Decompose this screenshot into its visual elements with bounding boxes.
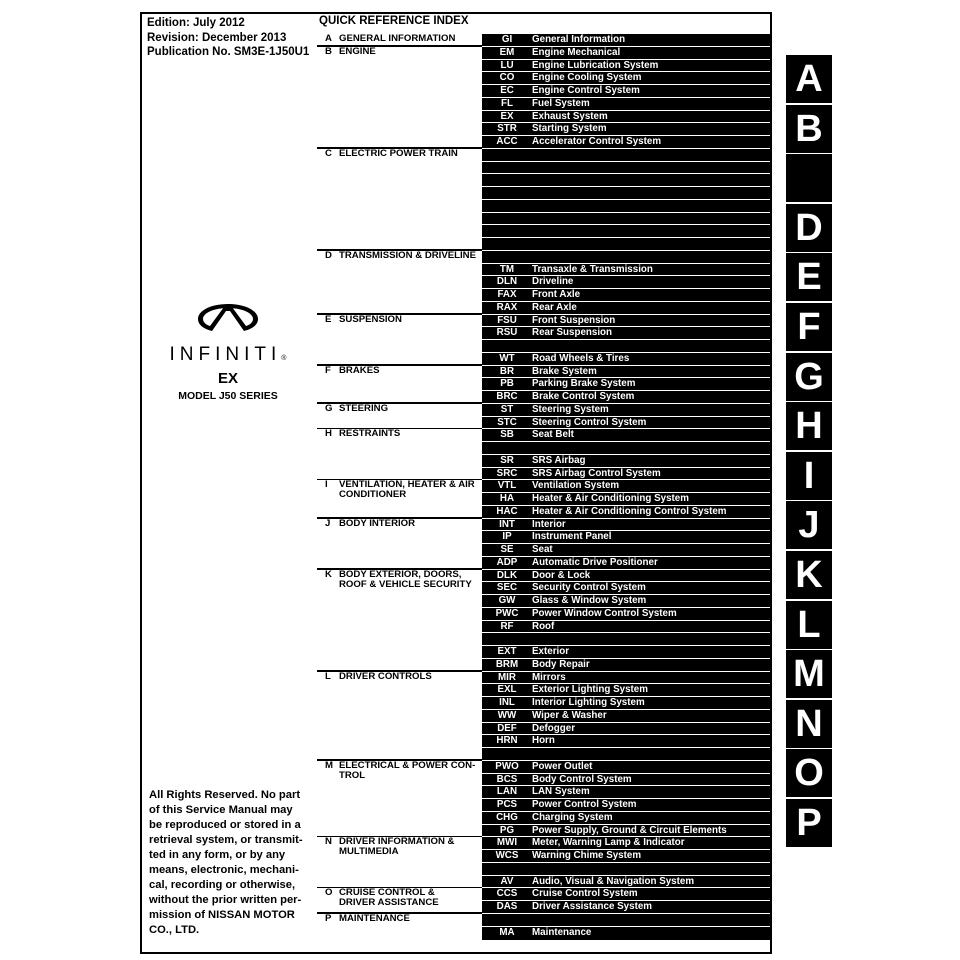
section-heading[interactable] [325,914,410,924]
index-title-text: Body Control System [532,773,632,785]
index-title-text: Engine Control System [532,85,640,96]
index-row [482,161,770,174]
index-title-text: SRS Airbag Control System [532,467,661,479]
index-row[interactable] [482,849,770,862]
index-row[interactable] [482,377,770,390]
section-letter: F [325,364,331,376]
section-name: BRAKES [339,364,380,376]
index-row [482,173,770,186]
index-title-text: Security Control System [532,582,646,594]
index-title-text: Brake System [532,365,597,377]
index-title-text: Brake Control System [532,391,635,402]
rights-line: CO., LTD. [149,924,200,936]
index-row [482,747,770,760]
index-row[interactable] [482,556,770,569]
index-code: EM [499,46,515,58]
index-title-text: Power Control System [532,799,637,810]
index-row[interactable] [482,530,770,543]
index-title-text: Heater & Air Conditioning Control System [532,505,727,517]
section-letter: D [325,249,332,261]
index-title-text: Seat Belt [532,429,574,441]
rights-line: mission of NISSAN MOTOR [149,909,295,921]
index-title-text: Front Axle [532,289,581,300]
index-row[interactable] [482,926,770,939]
index-code: RAX [496,301,518,313]
index-code: WCS [495,850,519,861]
index-row[interactable] [482,518,770,531]
rights-line: of this Service Manual may [149,804,293,816]
index-code: HA [499,493,515,504]
index-code: SR [500,454,514,466]
index-row[interactable] [482,887,770,900]
section-name: TRANSMISSION & DRIVELINE [339,249,476,261]
rights-notice [149,788,309,938]
index-code: FL [501,97,513,109]
section-heading[interactable] [325,34,455,44]
publication-number: Publication No. SM3E-1J50U1 [147,46,310,58]
index-code: CCS [496,888,518,900]
section-letter: C [325,147,332,159]
section-name: CRUISE CONTROL & DRIVER ASSISTANCE [339,887,439,909]
index-title-text: Engine Lubrication System [532,59,659,71]
index-row[interactable] [482,760,770,773]
index-code: LU [500,59,514,71]
index-row[interactable] [482,110,770,123]
brand-name [142,344,314,366]
index-code: HAC [496,505,518,517]
section-tab-j[interactable]: J [786,501,832,549]
section-name: STEERING [339,402,389,414]
section-name: ELECTRICAL & POWER CON- TROL [339,759,476,781]
index-row[interactable] [482,46,770,59]
index-code: BRM [495,658,519,670]
index-row[interactable] [482,543,770,556]
index-row[interactable] [482,326,770,339]
index-code: BRC [496,391,518,402]
section-tab-h[interactable]: H [786,402,832,450]
index-row[interactable] [482,135,770,148]
index-title-text: Steering System [532,403,609,415]
index-row[interactable] [482,84,770,97]
section-heading[interactable] [325,761,475,781]
index-code: RF [500,620,514,632]
index-title-text: Meter, Warning Lamp & Indicator [532,837,685,849]
index-row[interactable] [482,71,770,84]
index-title-text: Steering Control System [532,416,647,428]
rights-line: retrieval system, or transmit- [149,834,303,846]
index-code: STC [497,416,517,428]
section-letter: J [325,517,331,529]
index-row[interactable] [482,709,770,722]
index-row [482,237,770,250]
section-name: DRIVER CONTROLS [339,670,432,682]
index-code: IP [502,531,512,543]
index-code: DAS [496,901,518,912]
index-title-text: Power Outlet [532,760,593,772]
index-title-text: Interior [532,518,566,530]
index-title-text: Engine Cooling System [532,72,642,84]
index-code: VTL [497,480,517,492]
index-row [482,186,770,199]
index-row[interactable] [482,696,770,709]
index-row [482,862,770,875]
quick-reference-index [317,33,770,940]
index-code: DEF [497,722,517,734]
index-code: WT [499,352,515,364]
index-title-text: Parking Brake System [532,378,636,390]
index-title-text: Automatic Drive Positioner [532,556,658,568]
index-title-text: Transaxle & Transmission [532,263,653,275]
index-title-text: Seat [532,544,553,555]
index-code: SB [500,429,514,441]
index-row[interactable] [482,59,770,72]
index-code: GI [501,34,513,45]
index-row[interactable] [482,722,770,735]
index-title-text: Glass & Window System [532,595,647,606]
index-title-text: Cruise Control System [532,888,638,900]
index-code: HRN [496,735,518,747]
section-heading[interactable] [325,251,476,261]
rights-line: without the prior written per- [149,894,302,906]
section-name: BODY INTERIOR [339,517,416,529]
index-code: RSU [496,327,518,339]
index-title-text: Instrument Panel [532,531,612,543]
index-row[interactable] [482,365,770,378]
index-row[interactable] [482,467,770,480]
index-row[interactable] [482,594,770,607]
index-code: EX [500,110,514,122]
section-letter: N [325,836,332,848]
index-row [482,212,770,225]
index-code: BR [499,365,515,377]
section-letter: P [325,912,332,924]
section-name: RESTRAINTS [339,428,401,440]
index-title-text: Ventilation System [532,480,620,492]
index-title-text: SRS Airbag [532,454,586,466]
index-title-text: Defogger [532,722,576,734]
index-title-text: Front Suspension [532,314,616,326]
index-row[interactable] [482,658,770,671]
rights-line: means, electronic, mechani- [149,864,299,876]
section-name: ENGINE [339,45,376,57]
section-name: VENTILATION, HEATER & AIR CONDITIONER [339,479,475,501]
index-row[interactable] [482,607,770,620]
index-row[interactable] [482,97,770,110]
index-title-text: Exhaust System [532,110,608,122]
index-title-text: Roof [532,620,555,632]
index-code: BCS [496,773,518,785]
index-code: PWO [495,760,519,772]
index-title-text: LAN System [532,786,590,798]
index-row[interactable] [482,275,770,288]
model-name: EX [217,370,238,387]
index-title-text: Power Supply, Ground & Circuit Elements [532,824,727,836]
index-title-text: Door & Lock [532,569,591,581]
index-row[interactable] [482,824,770,837]
section-tab-f[interactable]: F [786,303,832,351]
index-row[interactable] [482,314,770,327]
index-row[interactable] [482,403,770,416]
index-row [482,339,770,352]
index-title: QUICK REFERENCE INDEX [319,15,469,27]
section-heading[interactable] [325,315,402,325]
edition-text: Edition: July 2012 [147,17,245,29]
section-heading[interactable] [325,404,388,414]
section-heading[interactable] [325,837,454,857]
index-row[interactable] [482,734,770,747]
section-tab-blank[interactable] [786,154,832,202]
index-row [482,250,770,263]
index-code: SE [500,544,514,555]
index-row[interactable] [482,569,770,582]
rights-line: All Rights Reserved. No part [149,789,301,801]
index-row[interactable] [482,288,770,301]
index-row [482,224,770,237]
index-code: SEC [496,582,518,594]
index-row[interactable] [482,352,770,365]
section-tab-k[interactable]: K [786,551,832,599]
index-row [482,199,770,212]
infiniti-logo-icon [196,300,260,334]
index-code: PB [500,378,514,390]
section-name: SUSPENSION [339,313,402,325]
index-code: ADP [496,556,518,568]
section-letter: L [325,670,331,682]
section-heading[interactable] [325,47,376,57]
index-title-text: Engine Mechanical [532,46,621,58]
index-code: STR [497,123,517,135]
rights-line: cal, recording or otherwise, [149,879,296,891]
index-code: INT [499,518,515,530]
section-tab-e[interactable]: E [786,253,832,301]
index-code: MWI [496,837,518,849]
index-code: MA [499,926,515,938]
index-title-text: General Information [532,34,626,45]
index-code: EXT [497,646,517,657]
section-letter: O [325,887,333,899]
index-row[interactable] [482,671,770,684]
section-name: ELECTRIC POWER TRAIN [339,147,458,159]
section-letter: E [325,313,332,325]
index-row[interactable] [482,620,770,633]
index-row[interactable] [482,492,770,505]
section-heading[interactable] [325,429,400,439]
index-code: PG [499,824,515,836]
index-row[interactable] [482,798,770,811]
section-letter: G [325,402,333,414]
index-title-text: Exterior Lighting System [532,684,648,696]
section-heading[interactable] [325,570,472,590]
index-title-text: Audio, Visual & Navigation System [532,875,695,887]
publication-info [147,16,322,60]
section-heading[interactable] [325,149,458,159]
index-row[interactable] [482,683,770,696]
index-code: EXL [497,684,517,696]
index-code: ST [500,403,514,415]
index-code: CO [499,72,515,84]
index-title-text: Horn [532,735,555,747]
index-row[interactable] [482,645,770,658]
index-code: ACC [496,136,518,147]
section-name: GENERAL INFORMATION [339,33,456,44]
section-tab-n[interactable]: N [786,700,832,748]
index-title-text: Rear Suspension [532,327,613,339]
index-code: FSU [497,314,517,326]
section-tab-i[interactable]: I [786,452,832,500]
index-title-text: Exterior [532,646,570,657]
index-code: EC [500,85,514,96]
index-title-text: Interior Lighting System [532,697,645,708]
index-code: GW [498,595,516,606]
index-row [482,913,770,926]
index-row[interactable] [482,773,770,786]
section-heading[interactable] [325,519,415,529]
index-code: PWC [495,607,519,619]
index-title-text: Power Window Control System [532,607,677,619]
index-row [482,441,770,454]
index-title-text: Accelerator Control System [532,136,662,147]
rights-line: be reproduced or stored in a [149,819,301,831]
index-title-text: Warning Chime System [532,850,642,861]
index-row[interactable] [482,505,770,518]
index-code: TM [499,263,515,275]
index-code: DLN [496,276,518,288]
index-row[interactable] [482,836,770,849]
index-row[interactable] [482,900,770,913]
index-row[interactable] [482,416,770,429]
section-letter: K [325,568,332,580]
index-title-text: Heater & Air Conditioning System [532,493,689,504]
section-tab-p[interactable]: P [786,799,832,847]
index-title-text: Road Wheels & Tires [532,352,630,364]
section-letter: A [325,33,332,44]
section-letter: B [325,45,332,57]
section-heading[interactable] [325,480,475,500]
index-row[interactable] [482,479,770,492]
index-row[interactable] [482,581,770,594]
section-tab-a[interactable]: A [786,55,832,103]
section-letter: H [325,428,332,440]
index-title-text: Wiper & Washer [532,709,607,721]
index-code: SRC [496,467,518,479]
section-heading[interactable] [325,888,439,908]
index-code: INL [499,697,515,708]
section-tab-m[interactable]: M [786,650,832,698]
rights-line: ted in any form, or by any [149,849,286,861]
section-name: DRIVER INFORMATION & MULTIMEDIA [339,836,455,858]
section-tab-o[interactable]: O [786,749,832,797]
section-name: BODY EXTERIOR, DOORS, ROOF & VEHICLE SECURITY [339,568,472,590]
index-row[interactable] [482,263,770,276]
index-title-text: Driveline [532,276,574,288]
section-name: MAINTENANCE [339,912,410,924]
brand-block [142,300,314,402]
section-heading[interactable] [325,366,380,376]
index-row[interactable] [482,785,770,798]
brand-name-text: INFINITI [169,344,282,365]
index-code: WW [497,709,517,721]
index-row[interactable] [482,301,770,314]
index-row[interactable] [482,33,770,46]
section-tab-d[interactable]: D [786,204,832,252]
index-title-text: Maintenance [532,926,592,938]
index-title-text: Starting System [532,123,607,135]
index-title-text: Body Repair [532,658,590,670]
index-title-text: Fuel System [532,97,590,109]
section-tab-l[interactable]: L [786,601,832,649]
index-row[interactable] [482,390,770,403]
revision-text: Revision: December 2013 [147,31,287,44]
index-code: AV [500,875,514,887]
index-row[interactable] [482,454,770,467]
registered-mark: ® [281,355,287,362]
index-title-text: Driver Assistance System [532,901,652,912]
index-code: MIR [498,671,516,683]
index-title-text: Charging System [532,811,613,823]
section-tab-g[interactable]: G [786,353,832,401]
index-code: FAX [497,289,517,300]
model-series: MODEL J50 SERIES [178,390,278,402]
section-heading[interactable] [325,672,432,682]
index-title-text: Mirrors [532,671,566,683]
index-row[interactable] [482,122,770,135]
index-row[interactable] [482,811,770,824]
index-code: LAN [496,786,518,798]
index-code: CHG [496,811,518,823]
section-letter: I [325,479,328,491]
index-row[interactable] [482,428,770,441]
index-row[interactable] [482,875,770,888]
index-row [482,148,770,161]
section-tab-b[interactable]: B [786,105,832,153]
index-code: DLK [496,569,518,581]
section-letter: M [325,759,333,771]
index-code: PCS [496,799,518,810]
index-title-text: Rear Axle [532,301,577,313]
index-row [482,632,770,645]
